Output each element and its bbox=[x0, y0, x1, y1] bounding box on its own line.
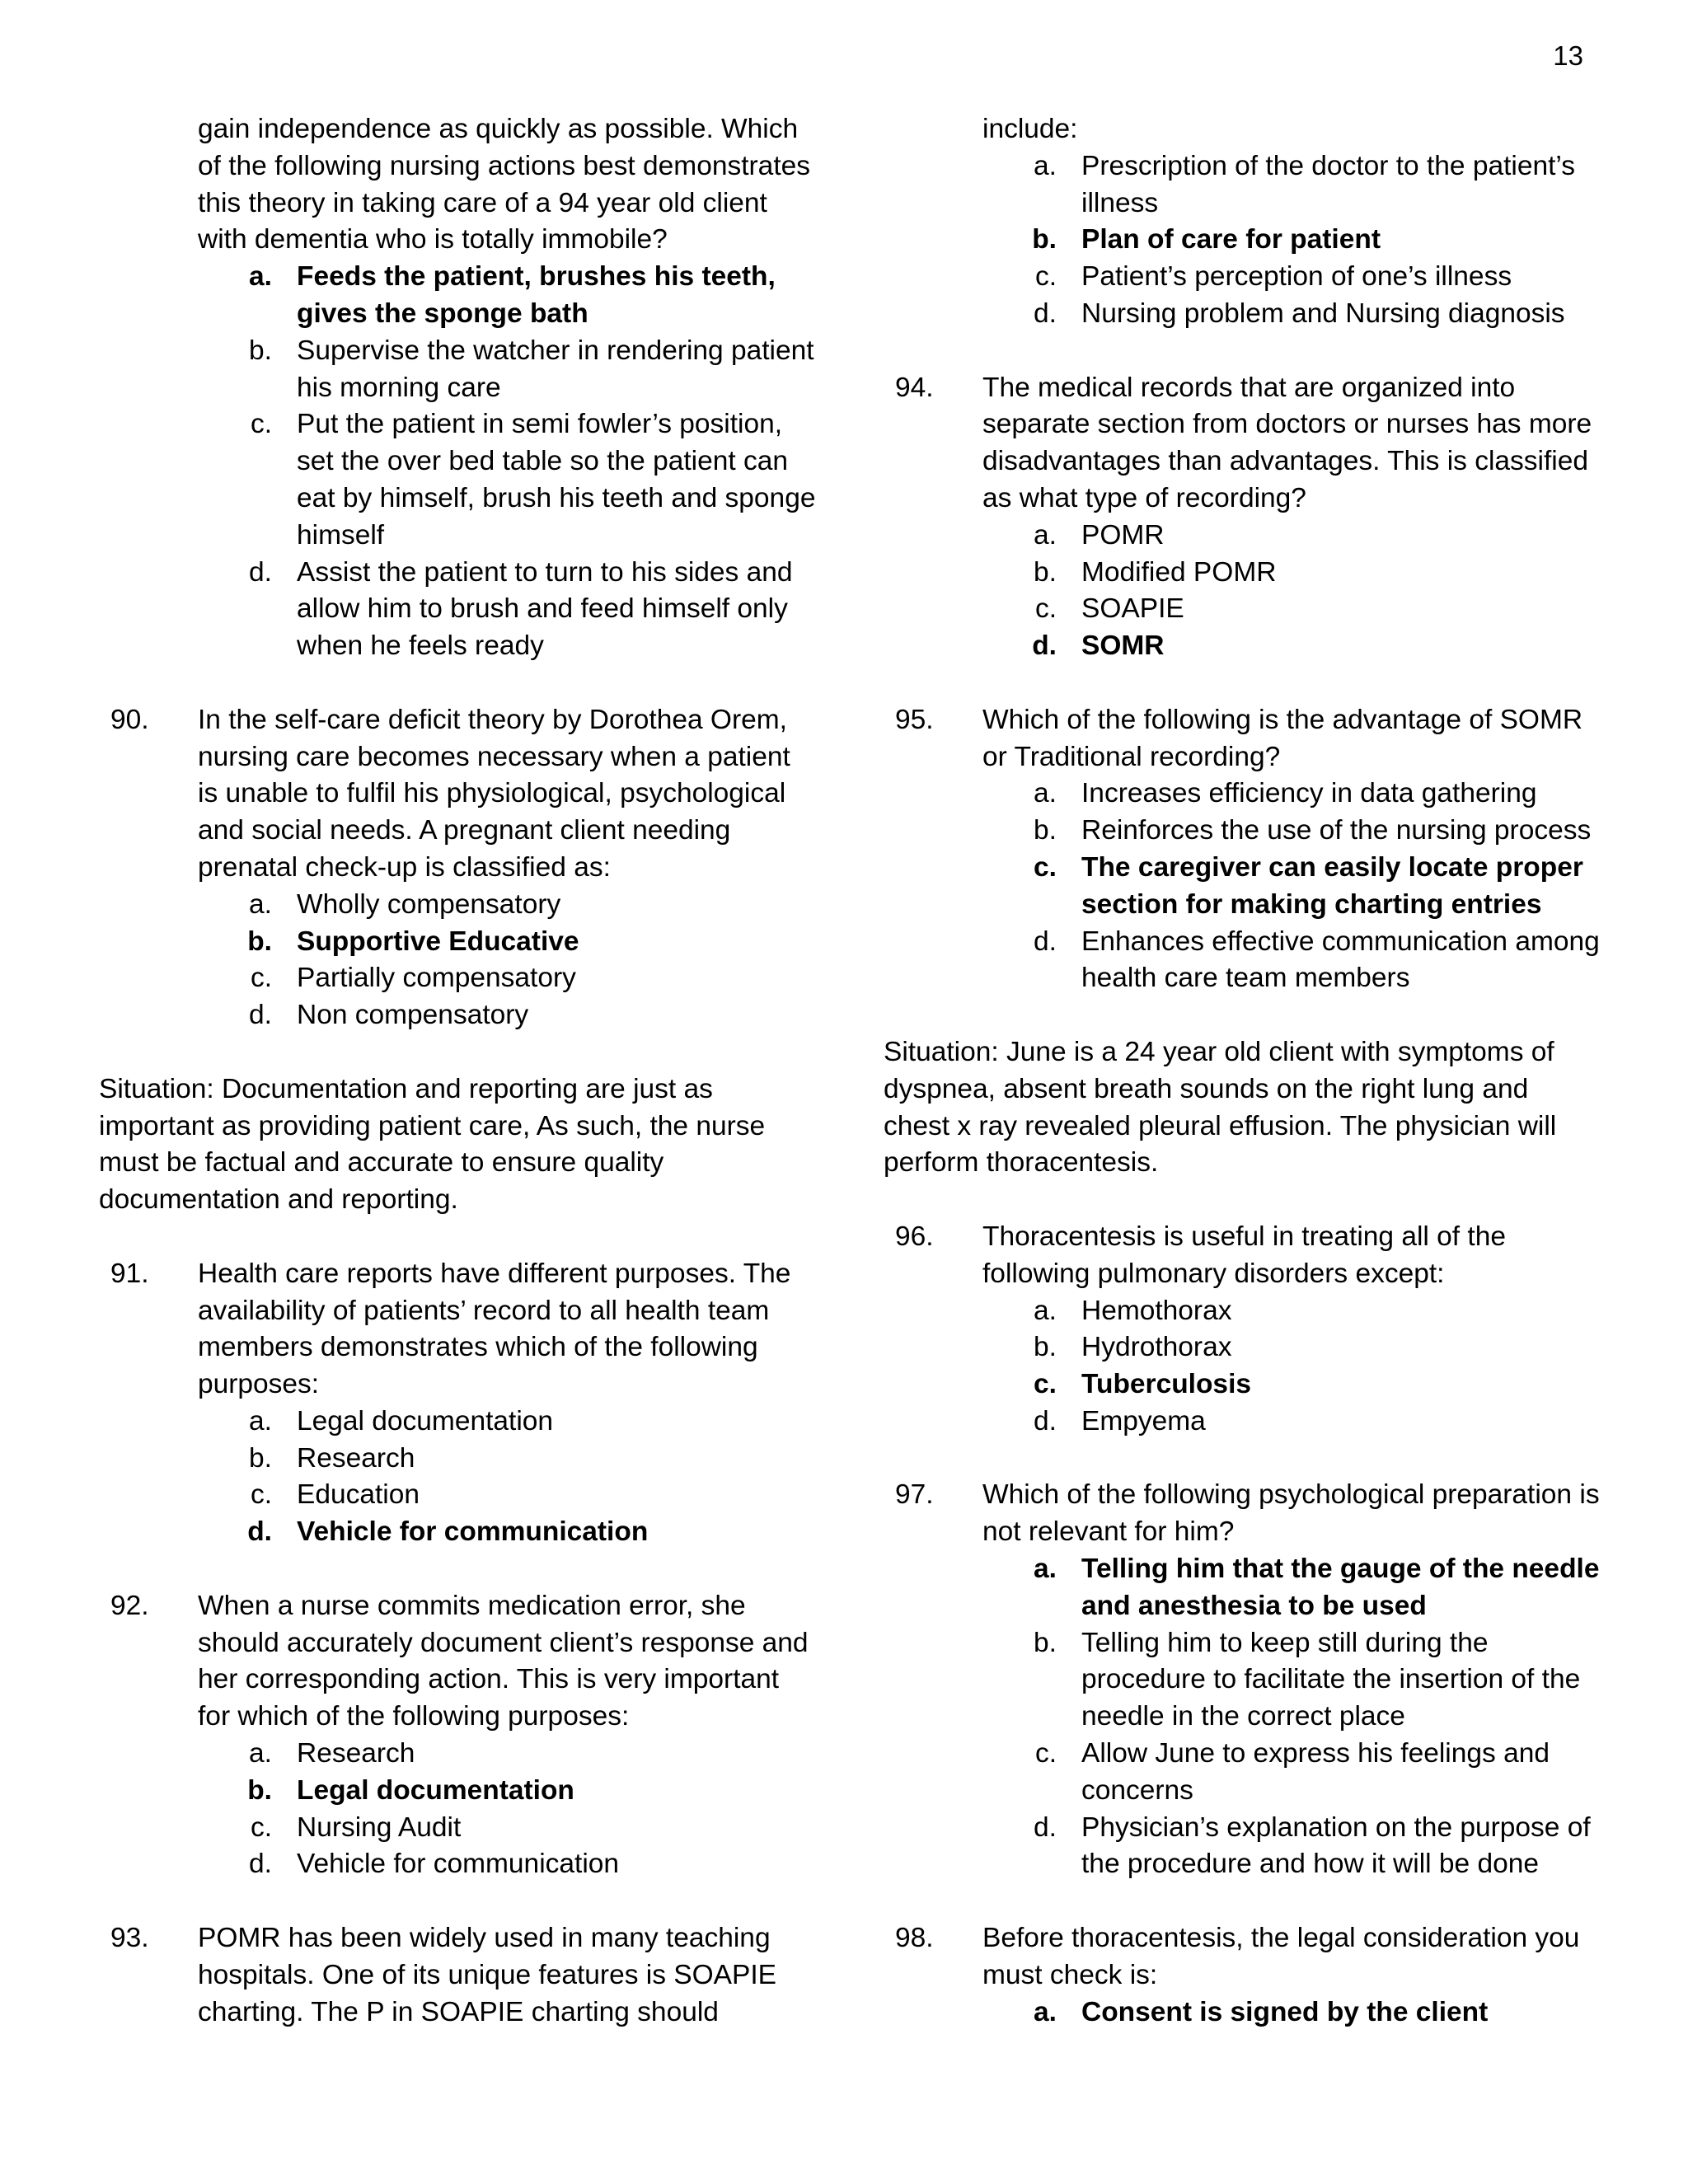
option-letter: a. bbox=[249, 261, 272, 293]
option-letter: b. bbox=[247, 1774, 272, 1806]
option-letter: a. bbox=[249, 1405, 272, 1436]
option-text: Non compensatory bbox=[297, 1000, 529, 1031]
question-90 bbox=[99, 702, 816, 1034]
answer-option bbox=[982, 1293, 1601, 1330]
question-number: 90. bbox=[110, 704, 149, 735]
option-letter: a. bbox=[1034, 778, 1057, 809]
answer-option bbox=[198, 1404, 816, 1441]
option-letter: d. bbox=[1034, 298, 1057, 329]
option-text: Legal documentation bbox=[297, 1774, 574, 1806]
answer-options bbox=[198, 259, 816, 665]
answer-option bbox=[198, 997, 816, 1034]
answer-option bbox=[982, 518, 1601, 555]
option-text: The caregiver can easily locate proper section for making charting entries bbox=[1081, 851, 1583, 920]
option-text: Supportive Educative bbox=[297, 926, 579, 957]
option-letter: a. bbox=[249, 1738, 272, 1769]
answer-option bbox=[982, 813, 1601, 850]
option-text: Hemothorax bbox=[1081, 1295, 1232, 1326]
question-number: 95. bbox=[895, 704, 934, 735]
answer-option-correct bbox=[982, 850, 1601, 924]
option-letter: a. bbox=[1034, 1295, 1057, 1326]
question-text: Thoracentesis is useful in treating all of the following pulmonary disorders except: bbox=[982, 1221, 1506, 1289]
option-letter: d. bbox=[1034, 1811, 1057, 1843]
answer-option-correct bbox=[198, 1514, 816, 1551]
answer-option bbox=[198, 1441, 816, 1478]
answer-options bbox=[982, 1293, 1601, 1441]
answer-option-correct bbox=[198, 259, 816, 333]
question-number: 94. bbox=[895, 372, 934, 403]
option-text: Research bbox=[297, 1738, 415, 1769]
option-text: Telling him that the gauge of the needle and anesthesia to be used bbox=[1081, 1554, 1600, 1621]
answer-option bbox=[198, 1736, 816, 1773]
option-text: Education bbox=[297, 1479, 420, 1511]
option-text: Patient’s perception of one’s illness bbox=[1081, 261, 1512, 293]
option-text: Consent is signed by the client bbox=[1081, 1996, 1489, 2027]
situation-paragraph: Situation: June is a 24 year old client with symptoms of dyspnea, absent breath sounds on the right lung and chest x ray revealed pleural effusion. The physician will perform thoracentesis. bbox=[884, 1036, 1557, 1179]
option-text: Allow June to express his feelings and concerns bbox=[1081, 1738, 1550, 1806]
option-letter: b. bbox=[1034, 815, 1057, 846]
option-text: Plan of care for patient bbox=[1081, 224, 1381, 255]
option-letter: a. bbox=[1034, 519, 1057, 551]
question-number: 96. bbox=[895, 1221, 934, 1252]
option-letter: c. bbox=[250, 1479, 272, 1511]
option-text: Vehicle for communication bbox=[297, 1849, 620, 1880]
option-text: Put the patient in semi fowler’s position, set the over bed table so the patient can eat by himself, brush his teeth and sponge himself bbox=[297, 409, 816, 551]
answer-option bbox=[982, 148, 1601, 223]
question-text: In the self-care deficit theory by Dorothea Orem, nursing care becomes necessary when a patient is unable to fulfil his physiological, psychological and social needs. A pregnant client needing prenatal check-up is classified as: bbox=[198, 704, 790, 883]
option-letter: d. bbox=[1032, 630, 1057, 662]
question-97 bbox=[884, 1477, 1601, 1883]
option-letter: b. bbox=[249, 335, 272, 366]
option-text: Nursing Audit bbox=[297, 1811, 462, 1843]
option-letter: a. bbox=[1034, 1996, 1057, 2027]
answer-option bbox=[198, 960, 816, 997]
option-text: Increases efficiency in data gathering bbox=[1081, 778, 1537, 809]
option-letter: c. bbox=[1034, 1369, 1057, 1400]
question-text: Which of the following is the advantage of SOMR or Traditional recording? bbox=[982, 704, 1583, 772]
option-text: Empyema bbox=[1081, 1405, 1206, 1436]
answer-option bbox=[982, 1404, 1601, 1441]
option-text: Physician’s explanation on the purpose of the procedure and how it will be done bbox=[1081, 1811, 1591, 1880]
option-text: Assist the patient to turn to his sides and allow him to brush and feed himself only when he feels ready bbox=[297, 556, 793, 662]
option-letter: d. bbox=[249, 556, 272, 588]
option-letter: a. bbox=[1034, 150, 1057, 181]
answer-option-correct bbox=[198, 924, 816, 961]
question-number: 92. bbox=[110, 1590, 149, 1621]
question-number: 97. bbox=[895, 1479, 934, 1511]
answer-options bbox=[198, 1404, 816, 1551]
answer-option-correct bbox=[982, 222, 1601, 259]
right-column bbox=[884, 111, 1601, 2031]
question-number: 98. bbox=[895, 1923, 934, 1954]
option-text: Tuberculosis bbox=[1081, 1369, 1252, 1400]
option-text: Nursing problem and Nursing diagnosis bbox=[1081, 298, 1565, 329]
question-92 bbox=[99, 1588, 816, 1883]
answer-option bbox=[982, 1625, 1601, 1736]
option-letter: c. bbox=[1034, 1738, 1057, 1769]
answer-option-correct bbox=[982, 1366, 1601, 1404]
answer-option bbox=[198, 1477, 816, 1514]
answer-option bbox=[198, 555, 816, 665]
question-93-continued bbox=[884, 111, 1601, 333]
situation-paragraph: Situation: Documentation and reporting are just as important as providing patient care, As such, the nurse must be factual and accurate to ensure quality documentation and reporting. bbox=[99, 1073, 766, 1216]
question-96 bbox=[884, 1219, 1601, 1441]
option-text: Enhances effective communication among health care team members bbox=[1081, 926, 1600, 994]
option-letter: c. bbox=[1034, 851, 1057, 883]
page-number: 13 bbox=[1553, 40, 1583, 71]
answer-option bbox=[982, 259, 1601, 296]
option-letter: d. bbox=[1034, 1405, 1057, 1436]
question-94 bbox=[884, 370, 1601, 665]
option-text: Legal documentation bbox=[297, 1405, 554, 1436]
option-text: Feeds the patient, brushes his teeth, gives the sponge bath bbox=[297, 261, 776, 329]
option-letter: b. bbox=[1034, 556, 1057, 588]
answer-option bbox=[982, 591, 1601, 628]
answer-option-correct bbox=[982, 1551, 1601, 1625]
question-text: Which of the following psychological preparation is not relevant for him? bbox=[982, 1479, 1600, 1548]
answer-option bbox=[982, 1329, 1601, 1366]
option-text: SOAPIE bbox=[1081, 593, 1184, 625]
option-letter: a. bbox=[1034, 1554, 1057, 1585]
answer-option bbox=[982, 296, 1601, 333]
question-91 bbox=[99, 1256, 816, 1551]
option-text: Partially compensatory bbox=[297, 963, 576, 994]
question-text: Health care reports have different purposes. The availability of patients’ record to all health team members demonstrates which of the following purposes: bbox=[198, 1258, 791, 1400]
answer-options bbox=[982, 776, 1601, 997]
option-letter: c. bbox=[1034, 593, 1057, 625]
option-text: Supervise the watcher in rendering patient his morning care bbox=[297, 335, 814, 403]
option-letter: b. bbox=[1032, 224, 1057, 255]
answer-option bbox=[198, 406, 816, 554]
option-letter: d. bbox=[249, 1000, 272, 1031]
answer-option bbox=[198, 1810, 816, 1847]
answer-options bbox=[982, 148, 1601, 333]
answer-option bbox=[982, 1736, 1601, 1810]
left-column bbox=[99, 111, 816, 2031]
question-number: 93. bbox=[110, 1923, 149, 1954]
option-letter: c. bbox=[250, 963, 272, 994]
answer-option-correct bbox=[198, 1773, 816, 1810]
answer-options bbox=[982, 1551, 1601, 1883]
answer-option bbox=[198, 887, 816, 924]
option-text: Telling him to keep still during the procedure to facilitate the insertion of the needle in the correct place bbox=[1081, 1627, 1581, 1732]
option-letter: b. bbox=[247, 926, 272, 957]
option-letter: d. bbox=[247, 1516, 272, 1548]
option-text: Wholly compensatory bbox=[297, 888, 561, 920]
answer-options bbox=[198, 1736, 816, 1883]
option-text: Hydrothorax bbox=[1081, 1332, 1232, 1363]
option-text: Prescription of the doctor to the patient’s illness bbox=[1081, 150, 1576, 218]
option-text: Reinforces the use of the nursing process bbox=[1081, 815, 1592, 846]
option-text: Research bbox=[297, 1442, 415, 1474]
question-text: gain independence as quickly as possible. Which of the following nursing actions best demonstrates this theory in taking care of a 94 year old client with dementia who is totally immobile? bbox=[198, 114, 811, 255]
option-letter: d. bbox=[1034, 926, 1057, 957]
answer-option bbox=[982, 1810, 1601, 1884]
answer-option bbox=[198, 1846, 816, 1883]
option-letter: c. bbox=[250, 409, 272, 440]
question-text: The medical records that are organized into separate section from doctors or nurses has more disadvantages than advantages. This is classified as what type of recording? bbox=[982, 372, 1592, 513]
answer-option-correct bbox=[982, 1994, 1601, 2032]
answer-options bbox=[982, 1994, 1601, 2032]
option-text: SOMR bbox=[1081, 630, 1165, 662]
answer-option bbox=[198, 333, 816, 407]
option-text: Vehicle for communication bbox=[297, 1516, 649, 1548]
answer-option bbox=[982, 924, 1601, 998]
question-95 bbox=[884, 702, 1601, 997]
question-98 bbox=[884, 1920, 1601, 2031]
option-text: POMR bbox=[1081, 519, 1165, 551]
answer-option bbox=[982, 555, 1601, 592]
question-text: When a nurse commits medication error, she should accurately document client’s response and her corresponding action. This is very important for which of the following purposes: bbox=[198, 1590, 809, 1732]
option-text: Modified POMR bbox=[1081, 556, 1277, 588]
answer-options bbox=[198, 887, 816, 1034]
option-letter: b. bbox=[1034, 1332, 1057, 1363]
option-letter: d. bbox=[249, 1849, 272, 1880]
option-letter: c. bbox=[250, 1811, 272, 1843]
option-letter: a. bbox=[249, 888, 272, 920]
answer-option bbox=[982, 776, 1601, 813]
question-text: POMR has been widely used in many teaching hospitals. One of its unique features is SOAPIE charting. The P in SOAPIE charting should bbox=[198, 1923, 777, 2027]
option-letter: b. bbox=[249, 1442, 272, 1474]
question-text: include: bbox=[982, 114, 1078, 144]
question-93 bbox=[99, 1920, 816, 2031]
question-89-continued bbox=[99, 111, 816, 665]
option-letter: b. bbox=[1034, 1627, 1057, 1658]
answer-option-correct bbox=[982, 628, 1601, 665]
question-number: 91. bbox=[110, 1258, 149, 1289]
option-letter: c. bbox=[1034, 261, 1057, 293]
question-text: Before thoracentesis, the legal consideration you must check is: bbox=[982, 1923, 1580, 1990]
answer-options bbox=[982, 518, 1601, 665]
